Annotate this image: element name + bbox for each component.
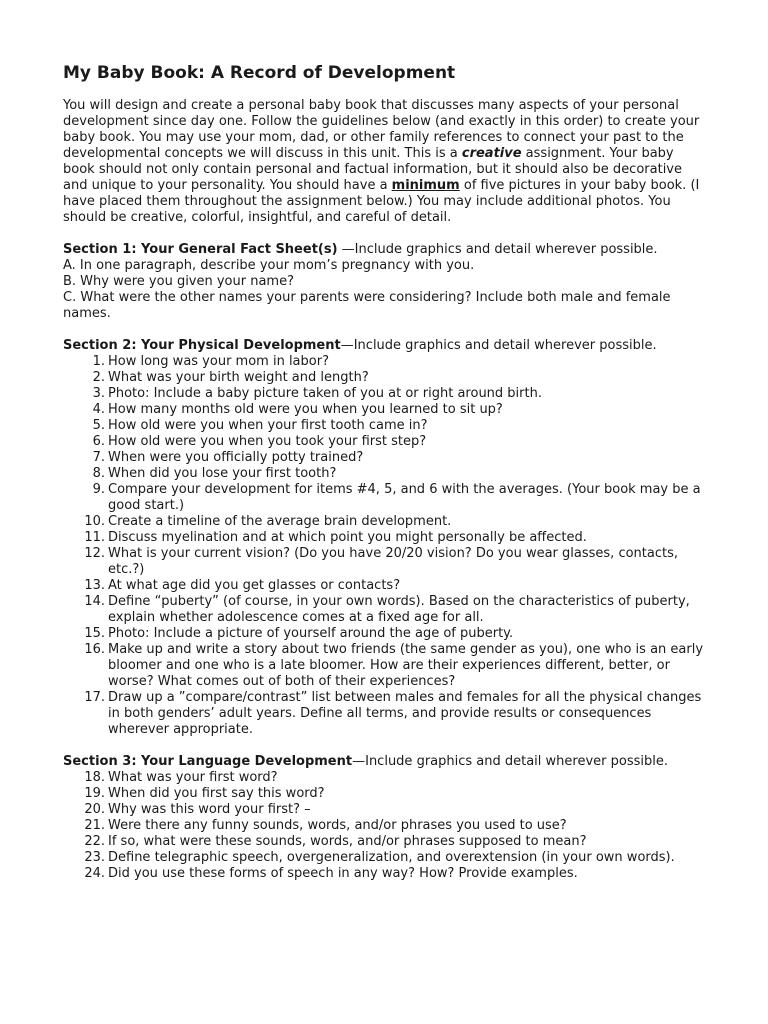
list-item-text: How old were you when your first tooth came in? (108, 418, 428, 433)
list-item-text: How many months old were you when you learned to sit up? (108, 402, 503, 417)
list-item-text: What was your first word? (108, 770, 278, 785)
list-item-number: 14. (84, 594, 105, 609)
list-item-number: 1. (92, 354, 105, 369)
list-item-text: When did you first say this word? (108, 786, 325, 801)
list-item (63, 866, 708, 882)
section-1-heading: Section 1: Your General Fact Sheet(s) (63, 242, 338, 257)
list-item-number: 19. (84, 786, 105, 801)
list-item-text: When were you officially potty trained? (108, 450, 364, 465)
intro-paragraph (63, 98, 708, 226)
section-3-list (63, 770, 708, 882)
list-item-text: Create a timeline of the average brain development. (108, 514, 452, 529)
list-item-text: Define “puberty” (of course, in your own words). Based on the characteristics of puberty, explain whether adolescence comes at a fixed age for all. (108, 594, 690, 625)
list-item (63, 354, 708, 370)
list-item-number: 15. (84, 626, 105, 641)
list-item (63, 466, 708, 482)
list-item-number: 22. (84, 834, 105, 849)
list-item (63, 370, 708, 386)
intro-emphasis-creative: creative (461, 146, 522, 161)
list-item-number: 20. (84, 802, 105, 817)
section-2-note: —Include graphics and detail wherever possible. (340, 338, 657, 353)
list-item (63, 626, 708, 642)
list-item (63, 786, 708, 802)
list-item-number: 21. (84, 818, 105, 833)
list-item-number: 8. (92, 466, 105, 481)
list-item-number: 4. (92, 402, 105, 417)
intro-emphasis-minimum: minimum (391, 178, 460, 193)
list-item-number: 11. (84, 530, 105, 545)
list-item (63, 594, 708, 626)
list-item (63, 690, 708, 738)
list-item-number: 3. (92, 386, 105, 401)
list-item (63, 386, 708, 402)
section-3-note: —Include graphics and detail wherever possible. (352, 754, 668, 769)
list-item-number: 23. (84, 850, 105, 865)
list-item (63, 530, 708, 546)
list-item (63, 770, 708, 786)
list-item-number: 12. (84, 546, 105, 561)
list-item-text: Were there any funny sounds, words, and/or phrases you used to use? (108, 818, 567, 833)
list-item-text: Compare your development for items #4, 5, and 6 with the averages. (Your book may be a good start.) (108, 482, 701, 513)
section-1 (63, 242, 708, 322)
section-3-header (63, 754, 708, 770)
list-item-number: 6. (92, 434, 105, 449)
list-item-text: How old were you when you took your first step? (108, 434, 427, 449)
list-item (63, 546, 708, 578)
list-item-text: Did you use these forms of speech in any way? How? Provide examples. (108, 866, 578, 881)
intro-text-2: assignment. Your baby book should not only contain personal and factual information, but it should also be decorative and unique to your personality. You should have a (63, 146, 682, 193)
list-item (63, 418, 708, 434)
section-2-list (63, 354, 708, 738)
list-item (63, 434, 708, 450)
list-item-number: 17. (84, 690, 105, 705)
list-item (63, 578, 708, 594)
list-item-text: Why was this word your first? – (108, 802, 311, 817)
list-item-number: 9. (92, 482, 105, 497)
section-1-line: A. In one paragraph, describe your mom’s pregnancy with you. (63, 258, 475, 273)
page-title: My Baby Book: A Record of Development (63, 63, 456, 83)
section-2-header (63, 338, 708, 354)
list-item-text: Photo: Include a picture of yourself around the age of puberty. (108, 626, 514, 641)
list-item-text: Make up and write a story about two friends (the same gender as you), one who is an early bloomer and one who is a late bloomer. How are their experiences different, better, or worse? What comes out of both of their experiences? (108, 642, 704, 689)
list-item (63, 818, 708, 834)
intro-text-3: of five pictures in your baby book. (I have placed them throughout the assignment below.) You may include additional photos. You should be creative, colorful, insightful, and careful of detail. (63, 178, 700, 225)
list-item-number: 16. (84, 642, 105, 657)
section-2-heading: Section 2: Your Physical Development (63, 338, 341, 353)
list-item-number: 2. (92, 370, 105, 385)
list-item-text: How long was your mom in labor? (108, 354, 329, 369)
list-item-text: At what age did you get glasses or contacts? (108, 578, 401, 593)
section-1-header (63, 242, 708, 258)
section-3 (63, 754, 708, 882)
intro-text-1: You will design and create a personal baby book that discusses many aspects of your personal development since day one. Follow the guidelines below (and exactly in this order) to create your baby book. You may use your mom, dad, or other family references to connect your past to the developmental concepts we will discuss in this unit. This is a (63, 98, 700, 161)
list-item-number: 10. (84, 514, 105, 529)
section-1-line: B. Why were you given your name? (63, 274, 294, 289)
list-item-text: What is your current vision? (Do you have 20/20 vision? Do you wear glasses, contacts, etc.?) (108, 546, 678, 577)
list-item (63, 850, 708, 866)
list-item-text: If so, what were these sounds, words, and/or phrases supposed to mean? (108, 834, 587, 849)
list-item-number: 18. (84, 770, 105, 785)
list-item-number: 5. (92, 418, 105, 433)
list-item (63, 482, 708, 514)
list-item (63, 642, 708, 690)
list-item-number: 7. (92, 450, 105, 465)
list-item (63, 450, 708, 466)
list-item-number: 13. (84, 578, 105, 593)
list-item-text: What was your birth weight and length? (108, 370, 369, 385)
section-1-line: C. What were the other names your parents were considering? Include both male and female names. (63, 290, 671, 321)
list-item (63, 402, 708, 418)
list-item-text: Define telegraphic speech, overgeneralization, and overextension (in your own words). (108, 850, 675, 865)
list-item (63, 834, 708, 850)
list-item-number: 24. (84, 866, 105, 881)
list-item (63, 514, 708, 530)
list-item-text: Photo: Include a baby picture taken of you at or right around birth. (108, 386, 542, 401)
section-2 (63, 338, 708, 738)
list-item-text: Discuss myelination and at which point you might personally be affected. (108, 530, 587, 545)
list-item-text: When did you lose your first tooth? (108, 466, 337, 481)
list-item-text: Draw up a ”compare/contrast” list between males and females for all the physical changes in both genders’ adult years. Define all terms, and provide results or consequences wherever appropriate. (108, 690, 702, 737)
list-item (63, 802, 708, 818)
section-1-note: —Include graphics and detail wherever possible. (337, 242, 658, 257)
section-3-heading: Section 3: Your Language Development (63, 754, 353, 769)
